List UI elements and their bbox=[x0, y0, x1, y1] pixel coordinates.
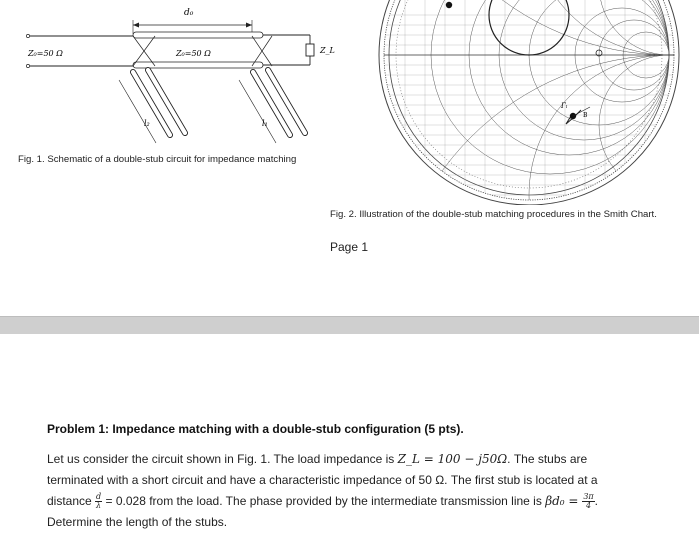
smith-chart bbox=[345, 0, 699, 205]
problem-title: Problem 1: Impedance matching with a double-stub configuration (5 pts). bbox=[47, 422, 464, 436]
problem-line-1: Let us consider the circuit shown in Fig. 1. The load impedance is Z_L = 100 − j50Ω. The stubs are bbox=[47, 452, 588, 466]
stub-2 bbox=[119, 70, 185, 143]
problem-line-2: terminated with a short circuit and have a characteristic impedance of 50 Ω. The first stub is located at a bbox=[47, 473, 598, 487]
page-label: Page 1 bbox=[330, 240, 369, 254]
page-separator bbox=[0, 316, 699, 335]
b-marker-label: B bbox=[583, 112, 588, 119]
stub-1 bbox=[239, 70, 305, 143]
problem-line-4: Determine the length of the stubs. bbox=[47, 515, 228, 529]
figure-1-caption: Fig. 1. Schematic of a double-stub circuit for impedance matching bbox=[18, 154, 297, 165]
load-impedance: Z_L = 100 − j50Ω bbox=[397, 452, 508, 466]
l2-label: l₂ bbox=[144, 119, 150, 128]
d-over-lambda-fraction: $\frac{d}{\lambda}$ bbox=[96, 492, 102, 511]
phase-expression: βd₀ = bbox=[545, 494, 583, 508]
z0-mid-label: Z₀=50 Ω bbox=[176, 49, 211, 58]
problem-line-3: distance $\frac{d}{\lambda}$ = 0.028 from the load. The phase provided by the intermediate transmission line is βd₀ = $\frac{3\pi}{4}$ . bbox=[47, 492, 599, 511]
d0-label: d₀ bbox=[184, 8, 194, 18]
zl-label: Z_L bbox=[320, 46, 335, 55]
chart-point-a bbox=[446, 2, 452, 8]
double-stub-schematic bbox=[0, 0, 345, 150]
figure-2-caption: Fig. 2. Illustration of the double-stub matching procedures in the Smith Chart. bbox=[330, 209, 657, 220]
l1-label: l₁ bbox=[262, 119, 268, 128]
problem-text bbox=[47, 449, 647, 533]
z0-left-label: Z₀=50 Ω bbox=[28, 49, 63, 58]
three-pi-over-four-fraction: $\frac{3\pi}{4}$ bbox=[583, 492, 594, 511]
pdf-page-2 bbox=[0, 334, 699, 551]
gamma-l-label: Γₗ bbox=[561, 102, 568, 110]
